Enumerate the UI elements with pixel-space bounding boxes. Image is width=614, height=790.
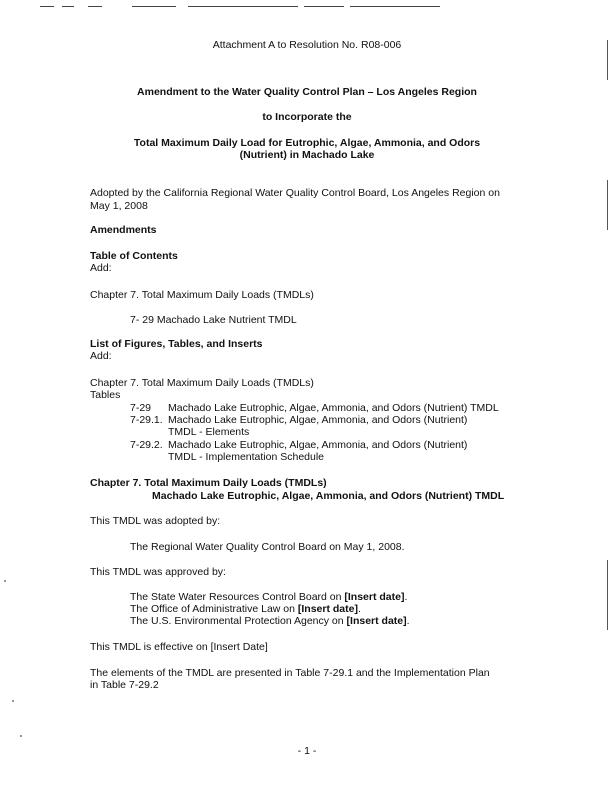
scan-speck (4, 580, 6, 582)
adoption-line-2: May 1, 2008 (90, 200, 148, 212)
figures-heading: List of Figures, Tables, and Inserts (90, 338, 263, 350)
approval-end: . (357, 603, 361, 615)
chapter7-heading: Chapter 7. Total Maximum Daily Loads (TMDLs) (90, 477, 327, 489)
chapter7-subheading: Machado Lake Eutrophic, Algae, Ammonia, and Odors (Nutrient) TMDL (152, 490, 505, 502)
effective-text: This TMDL is effective on [Insert Date] (90, 641, 268, 653)
adopted-text: The Regional Water Quality Control Board on May 1, 2008. (130, 541, 405, 553)
scan-artifact-edge (607, 560, 608, 630)
elements-line-2: in Table 7-29.2 (90, 679, 159, 691)
table-ref-num: 7-29.1. (130, 414, 163, 426)
approval-text: The Office of Administrative Law on (130, 603, 298, 615)
title-line-1: Amendment to the Water Quality Control Plan – Los Angeles Region (137, 86, 477, 98)
approval-end: . (406, 615, 410, 627)
toc-item: 7- 29 Machado Lake Nutrient TMDL (130, 314, 297, 326)
insert-date: [Insert date] (297, 603, 358, 615)
title-line-4: (Nutrient) in Machado Lake (239, 149, 375, 161)
approval-text: The State Water Resources Control Board on (130, 591, 345, 603)
table-ref-cont: TMDL - Implementation Schedule (168, 451, 325, 463)
tables-label: Tables (90, 389, 121, 401)
attachment-heading: Attachment A to Resolution No. R08-006 (212, 39, 402, 51)
amendments-heading: Amendments (90, 224, 157, 236)
scan-speck (12, 700, 14, 702)
approved-intro: This TMDL was approved by: (90, 566, 226, 578)
figures-chapter: Chapter 7. Total Maximum Daily Loads (TMDLs) (90, 377, 314, 389)
table-ref-text: Machado Lake Eutrophic, Algae, Ammonia, and Odors (Nutrient) (168, 414, 468, 426)
table-ref-text: Machado Lake Eutrophic, Algae, Ammonia, and Odors (Nutrient) TMDL (168, 402, 499, 414)
insert-date: [Insert date] (344, 591, 405, 603)
adoption-line-1: Adopted by the California Regional Water Quality Control Board, Los Angeles Region on (90, 187, 500, 199)
toc-chapter: Chapter 7. Total Maximum Daily Loads (TMDLs) (90, 289, 314, 301)
table-ref-num: 7-29.2. (130, 439, 163, 451)
scan-artifact-top (40, 6, 440, 9)
insert-date: [Insert date] (346, 615, 407, 627)
page-number: - 1 - (297, 745, 317, 757)
table-ref-num: 7-29 (130, 402, 152, 414)
figures-add: Add: (90, 350, 112, 362)
scan-speck (20, 735, 22, 737)
table-ref-cont: TMDL - Elements (168, 426, 250, 438)
approval-end: . (404, 591, 408, 603)
table-ref-text: Machado Lake Eutrophic, Algae, Ammonia, and Odors (Nutrient) (168, 439, 468, 451)
toc-add: Add: (90, 262, 112, 274)
approval-line (130, 603, 361, 616)
approval-text: The U.S. Environmental Protection Agency on (130, 615, 347, 627)
title-line-3: Total Maximum Daily Load for Eutrophic, Algae, Ammonia, and Odors (133, 137, 481, 149)
approval-line (130, 615, 410, 628)
approval-line (130, 591, 407, 604)
title-line-2: to Incorporate the (262, 111, 352, 123)
elements-line-1: The elements of the TMDL are presented in Table 7-29.1 and the Implementation Plan (90, 667, 490, 679)
toc-heading: Table of Contents (90, 250, 178, 262)
scan-artifact-edge (607, 180, 608, 230)
adopted-intro: This TMDL was adopted by: (90, 515, 221, 527)
